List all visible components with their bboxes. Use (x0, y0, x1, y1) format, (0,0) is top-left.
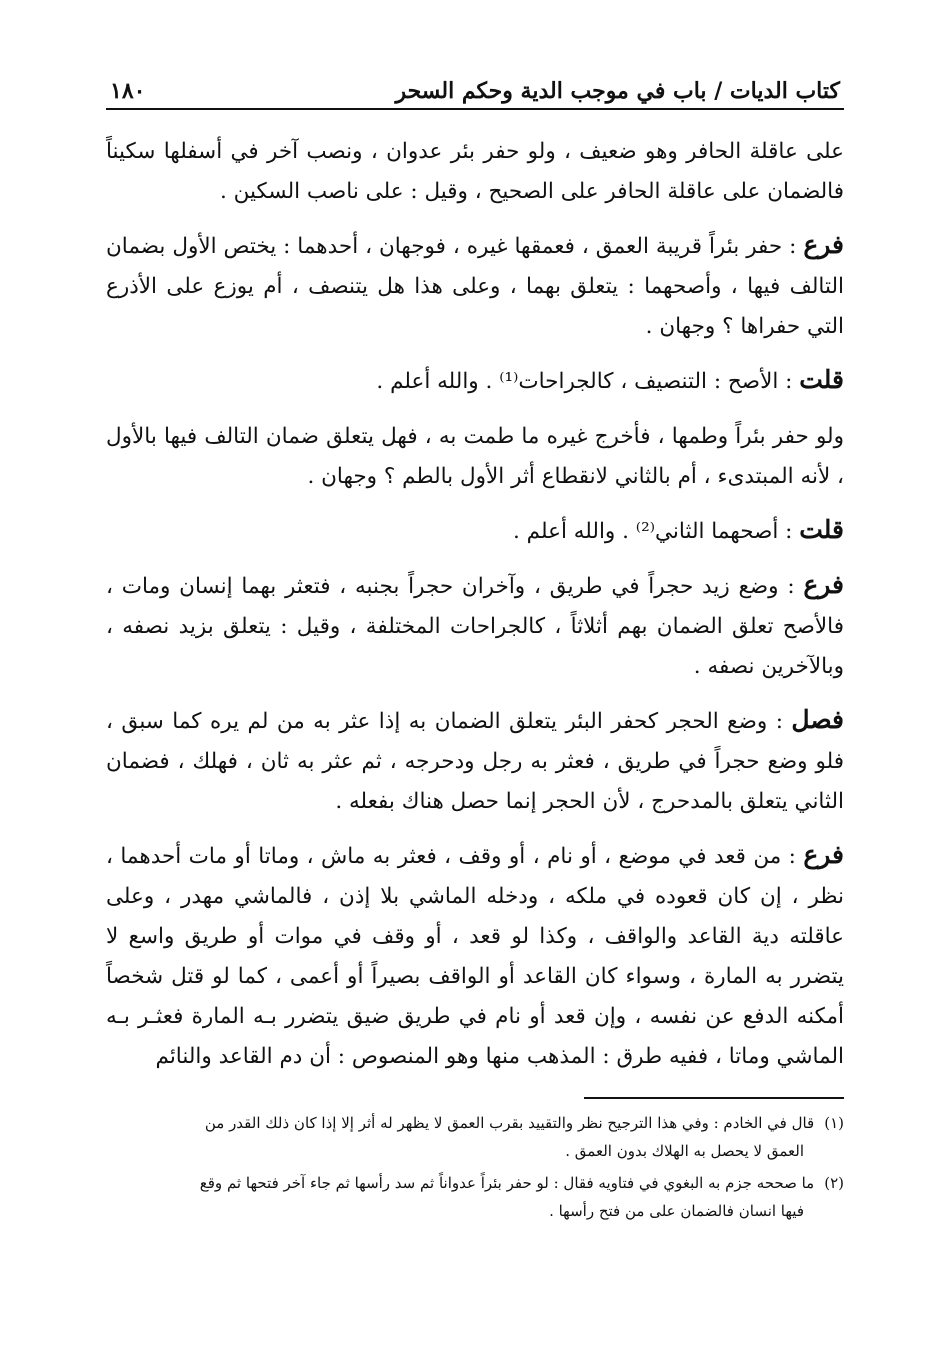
footnote-number: (١) (824, 1114, 844, 1132)
paragraph (106, 360, 844, 402)
paragraph-text: : أصحهما الثاني⁽²⁾ . والله أعلم . (513, 519, 800, 544)
paragraph-text: : حفر بئراً قريبة العمق ، فعمقها غيره ، فوجهان ، أحدهما : يختص الأول بضمان التالف فيها ، وأصحهما : يتعلق بهما ، وعلى هذا هل يتنصف ، أم يوزع على الأذرع التي حفراها ؟ وجهان . (106, 234, 844, 339)
paragraph (106, 225, 844, 347)
paragraph-lead: قلت (799, 515, 844, 544)
footnote-divider (584, 1097, 844, 1099)
paragraph-text: : من قعد في موضع ، أو نام ، أو وقف ، فعثر به ماش ، وماتا أو مات أحدهما ، نظر ، إن كان قعوده في ملكه ، ودخله الماشي بلا إذن ، فالماشي مهدر ، وعلى عاقلته دية القاعد والواقف ، وكذا لو قعد ، أو وقف في موات أو طريق واسع لا يتضرر به المارة ، وسواء كان القاعد أو الواقف بصيراً أو أعمى ، كما لو قتل شخصاً أمكنه الدفع عن نفسه ، وإن قعد أو نام في طريق ضيق يتضرر بـه المارة فعثـر بـه الماشي وماتا ، ففيه طرق : المذهب منها وهو المنصوص : أن دم القاعد والنائم (106, 844, 844, 1069)
paragraph (106, 565, 844, 687)
paragraph-lead: فرع (803, 570, 844, 599)
paragraph (106, 700, 844, 822)
page-number: ١٨٠ (110, 78, 146, 104)
paragraph (106, 415, 844, 497)
footnotes (106, 1109, 844, 1225)
paragraph (106, 130, 844, 212)
footnote-text-continued: فيها انسان فالضمان على من فتح رأسها . (549, 1202, 804, 1220)
paragraph-lead: قلت (799, 365, 844, 394)
footnote (106, 1109, 844, 1165)
paragraph-text: على عاقلة الحافر وهو ضعيف ، ولو حفر بئر عدوان ، ونصب آخر في أسفلها سكيناً فالضمان على عاقلة الحافر على الصحيح ، وقيل : على ناصب السكين . (106, 139, 844, 204)
paragraph-lead: فرع (803, 230, 844, 259)
paragraph (106, 510, 844, 552)
chapter-title: كتاب الديات / باب في موجب الدية وحكم السحر (395, 78, 840, 104)
main-text (106, 130, 844, 1077)
footnote-text: ما صححه جزم به البغوي في فتاويه فقال : لو حفر بئراً عدواناً ثم سد رأسها ثم جاء آخر فتحها ثم وقع (199, 1174, 815, 1192)
paragraph-lead: فصل (791, 705, 844, 734)
paragraph (106, 835, 844, 1077)
running-header (106, 70, 844, 110)
paragraph-text: : الأصح : التنصيف ، كالجراحات⁽¹⁾ . والله أعلم . (376, 369, 800, 394)
paragraph-text: : وضع زيد حجراً في طريق ، وآخران حجراً بجنبه ، فتعثر بهما إنسان ومات ، فالأصح تعلق الضمان بهم أثلاثاً ، كالجراحات المختلفة ، وقيل : يتعلق بزيد نصفه ، وبالآخرين نصفه . (106, 574, 844, 679)
paragraph-lead: فرع (803, 840, 844, 869)
footnote (106, 1169, 844, 1225)
footnote-text-continued: العمق لا يحصل به الهلاك بدون العمق . (565, 1142, 804, 1160)
footnote-text: قال في الخادم : وفي هذا الترجيح نظر والتقييد بقرب العمق لا يظهر له أثر إلا إذا كان ذلك القدر من (204, 1114, 815, 1132)
paragraph-text: ولو حفر بئراً وطمها ، فأخرج غيره ما طمت به ، فهل يتعلق ضمان التالف فيها بالأول ، لأنه المبتدىء ، أم بالثاني لانقطاع أثر الأول بالطم ؟ وجهان . (106, 424, 844, 489)
footnote-number: (٢) (824, 1174, 844, 1192)
paragraph-text: : وضع الحجر كحفر البئر يتعلق الضمان به إذا عثر به من لم يره كما سبق ، فلو وضع حجراً في طريق ، فعثر به رجل ودحرجه ، ثم عثر به ثان ، فهلك ، فضمان الثاني يتعلق بالمدحرج ، لأن الحجر إنما حصل هناك بفعله . (106, 709, 844, 814)
